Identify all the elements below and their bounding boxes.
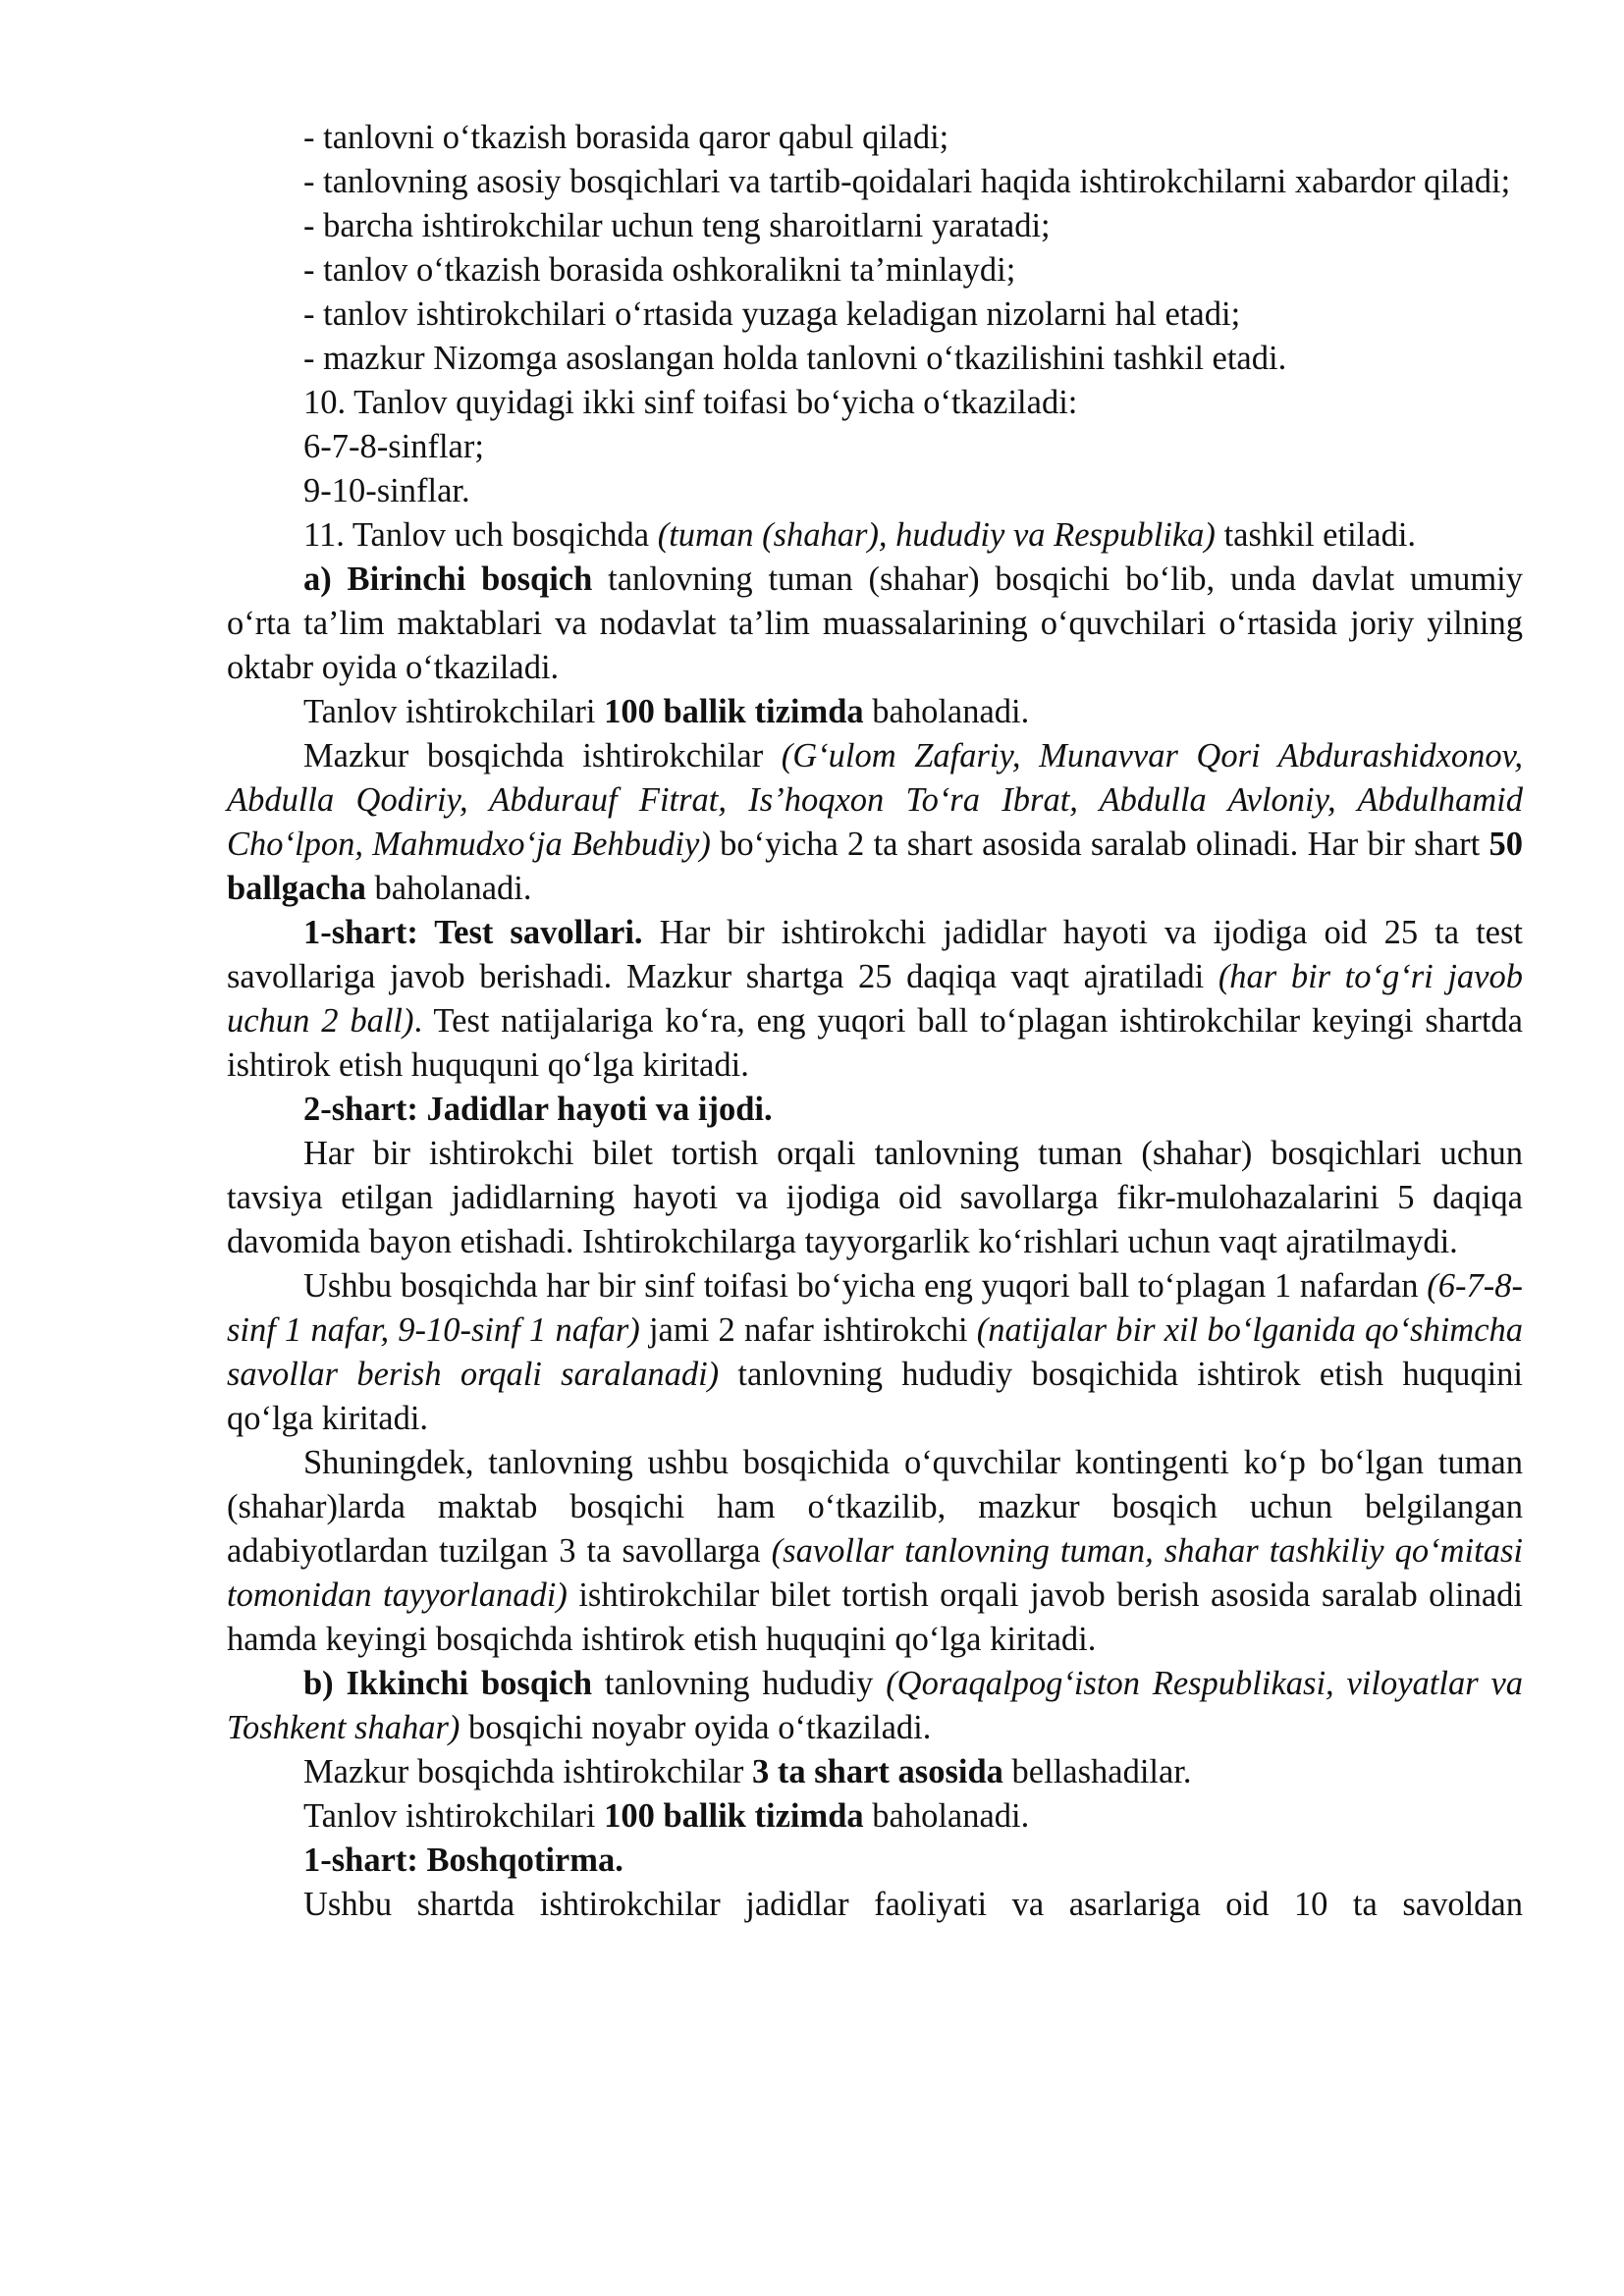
text-run: bo‘yicha 2 ta shart asosida saralab olinadi. Har bir shart (710, 826, 1489, 863)
text-run: 6-7-8-sinflar; (303, 428, 484, 465)
text-run: bosqichi noyabr oyida o‘tkaziladi. (460, 1709, 932, 1746)
text-run: 3 ta shart asosida (752, 1753, 1003, 1790)
text-run: b) Ikkinchi bosqich (303, 1665, 593, 1702)
text-run: . Test natijalariga ko‘ra, eng yuqori ball to‘plagan ishtirokchilar keyingi shartda ishtirok etish huququni qo‘lga kiritadi. (227, 1002, 1523, 1084)
document-page (227, 116, 1523, 1927)
text-run: tashkil etiladi. (1215, 516, 1417, 554)
text-run: (har bir to‘g‘ri javob uchun 2 ball) (227, 958, 1523, 1040)
paragraph-stage-a-scoring (227, 690, 1523, 734)
text-run: Ushbu shartda ishtirokchilar jadidlar faoliyati va asarlariga oid 10 ta savoldan (303, 1886, 1523, 1923)
text-run: 2-shart: Jadidlar hayoti va ijodi. (303, 1091, 773, 1128)
paragraph-grade-group-2 (227, 469, 1523, 513)
text-run: tanlovning hududiy bosqichida ishtirok etish huquqini qo‘lga kiritadi. (227, 1356, 1523, 1437)
text-run: Har bir ishtirokchi bilet tortish orqali tanlovning tuman (shahar) bosqichlari uchun tavsiya etilgan jadidlarning hayoti va ijodiga oid savollarga fikr-mulohazalarini 5 daqiqa davomida bayon etishadi. Ishtirokchilarga tayyorgarlik ko‘rishlari uchun vaqt ajratilmaydi. (227, 1135, 1523, 1260)
text-run: baholanadi. (863, 1797, 1030, 1835)
paragraph-bullet-5 (227, 293, 1523, 337)
text-run: (natijalar bir xil bo‘lganida qo‘shimcha savollar berish orqali saralanadi) (227, 1311, 1524, 1393)
paragraph-item-11 (227, 513, 1523, 558)
text-run: 50 ballgacha (227, 826, 1523, 907)
paragraph-condition-2-heading (227, 1088, 1523, 1132)
text-run: baholanadi. (863, 693, 1030, 730)
paragraph-stage-b-condition-1-body (227, 1883, 1523, 1927)
text-run: (6-7-8-sinf 1 nafar, 9-10-sinf 1 nafar) (227, 1267, 1523, 1349)
paragraph-condition-1 (227, 911, 1523, 1088)
text-run: Mazkur bosqichda ishtirokchilar (303, 737, 782, 774)
text-run: - tanlovning asosiy bosqichlari va tartib-qoidalari haqida ishtirokchilarni xabardor qiladi; (303, 163, 1511, 200)
paragraph-bullet-6 (227, 337, 1523, 381)
text-run: tanlovning hududiy (592, 1665, 887, 1702)
paragraph-stage-b-scoring (227, 1794, 1523, 1839)
text-run: (Qoraqalpog‘iston Respublikasi, viloyatlar va Toshkent shahar) (227, 1665, 1524, 1746)
text-run: Tanlov ishtirokchilari (303, 1797, 605, 1835)
paragraph-condition-2-body (227, 1132, 1523, 1264)
text-run: 1-shart: Boshqotirma. (303, 1842, 623, 1879)
text-run: tanlovning tuman (shahar) bosqichi bo‘lib, unda davlat umumiy o‘rta ta’lim maktablari va nodavlat ta’lim muassalarining o‘quvchilari o‘rtasida joriy yilning oktabr oyida o‘tkaziladi. (227, 561, 1523, 686)
text-run: Mazkur bosqichda ishtirokchilar (303, 1753, 753, 1790)
text-run: - mazkur Nizomga asoslangan holda tanlovni o‘tkazilishini tashkil etadi. (303, 340, 1287, 377)
paragraph-stage-b (227, 1662, 1523, 1750)
paragraph-bullet-2 (227, 160, 1523, 204)
paragraph-bullet-1 (227, 116, 1523, 160)
text-run: (savollar tanlovning tuman, shahar tashkiliy qo‘mitasi tomonidan tayyorlanadi) (227, 1532, 1523, 1614)
paragraph-stage-a (227, 558, 1523, 690)
paragraph-stage-a-winners (227, 1264, 1523, 1441)
paragraph-bullet-3 (227, 204, 1523, 248)
text-run: - tanlov ishtirokchilari o‘rtasida yuzaga keladigan nizolarni hal etadi; (303, 295, 1241, 333)
text-run: a) Birinchi bosqich (303, 561, 593, 598)
paragraph-stage-a-school-round (227, 1441, 1523, 1662)
text-run: (G‘ulom Zafariy, Munavvar Qori Abdurashidxonov, Abdulla Qodiriy, Abdurauf Fitrat, Is’hoqxon To‘ra Ibrat, Abdulla Avloniy, Abdulhamid Cho‘lpon, Mahmudxo‘ja Behbudiy) (227, 737, 1523, 863)
text-run: 11. Tanlov uch bosqichda (303, 516, 658, 554)
paragraph-stage-a-selection (227, 734, 1523, 911)
text-run: Ushbu bosqichda har bir sinf toifasi bo‘yicha eng yuqori ball to‘plagan 1 nafardan (303, 1267, 1428, 1305)
paragraph-stage-b-conditions (227, 1750, 1523, 1794)
text-run: Har bir ishtirokchi jadidlar hayoti va ijodiga oid 25 ta test savollariga javob berishadi. Mazkur shartga 25 daqiqa vaqt ajratiladi (227, 914, 1523, 995)
paragraph-item-10 (227, 381, 1523, 425)
paragraph-stage-b-condition-1-heading (227, 1839, 1523, 1883)
text-run: - tanlovni o‘tkazish borasida qaror qabul qiladi; (303, 119, 949, 156)
text-run: - barcha ishtirokchilar uchun teng sharoitlarni yaratadi; (303, 207, 1051, 244)
text-run: bellashadilar. (1002, 1753, 1192, 1790)
text-run: - tanlov o‘tkazish borasida oshkoralikni ta’minlaydi; (303, 251, 1016, 289)
paragraph-grade-group-1 (227, 425, 1523, 469)
text-run: 100 ballik tizimda (604, 693, 864, 730)
text-run: Tanlov ishtirokchilari (303, 693, 605, 730)
text-run: 1-shart: Test savollari. (303, 914, 643, 951)
text-run: (tuman (shahar), hududiy va Respublika) (657, 516, 1216, 554)
text-run: jami 2 nafar ishtirokchi (639, 1311, 977, 1349)
text-run: 100 ballik tizimda (604, 1797, 864, 1835)
text-run: Shuningdek, tanlovning ushbu bosqichida o‘quvchilar kontingenti ko‘p bo‘lgan tuman (shahar)larda maktab bosqichi ham o‘tkazilib, mazkur bosqich uchun belgilangan adabiyotlardan tuzilgan 3 ta savollarga (227, 1444, 1523, 1570)
paragraph-bullet-4 (227, 248, 1523, 293)
text-run: baholanadi. (365, 870, 532, 907)
text-run: 10. Tanlov quyidagi ikki sinf toifasi bo‘yicha o‘tkaziladi: (303, 384, 1078, 421)
text-run: ishtirokchilar bilet tortish orqali javob berish asosida saralab olinadi hamda keyingi bosqichda ishtirok etish huquqini qo‘lga kiritadi. (227, 1576, 1523, 1658)
text-run: 9-10-sinflar. (303, 472, 470, 509)
